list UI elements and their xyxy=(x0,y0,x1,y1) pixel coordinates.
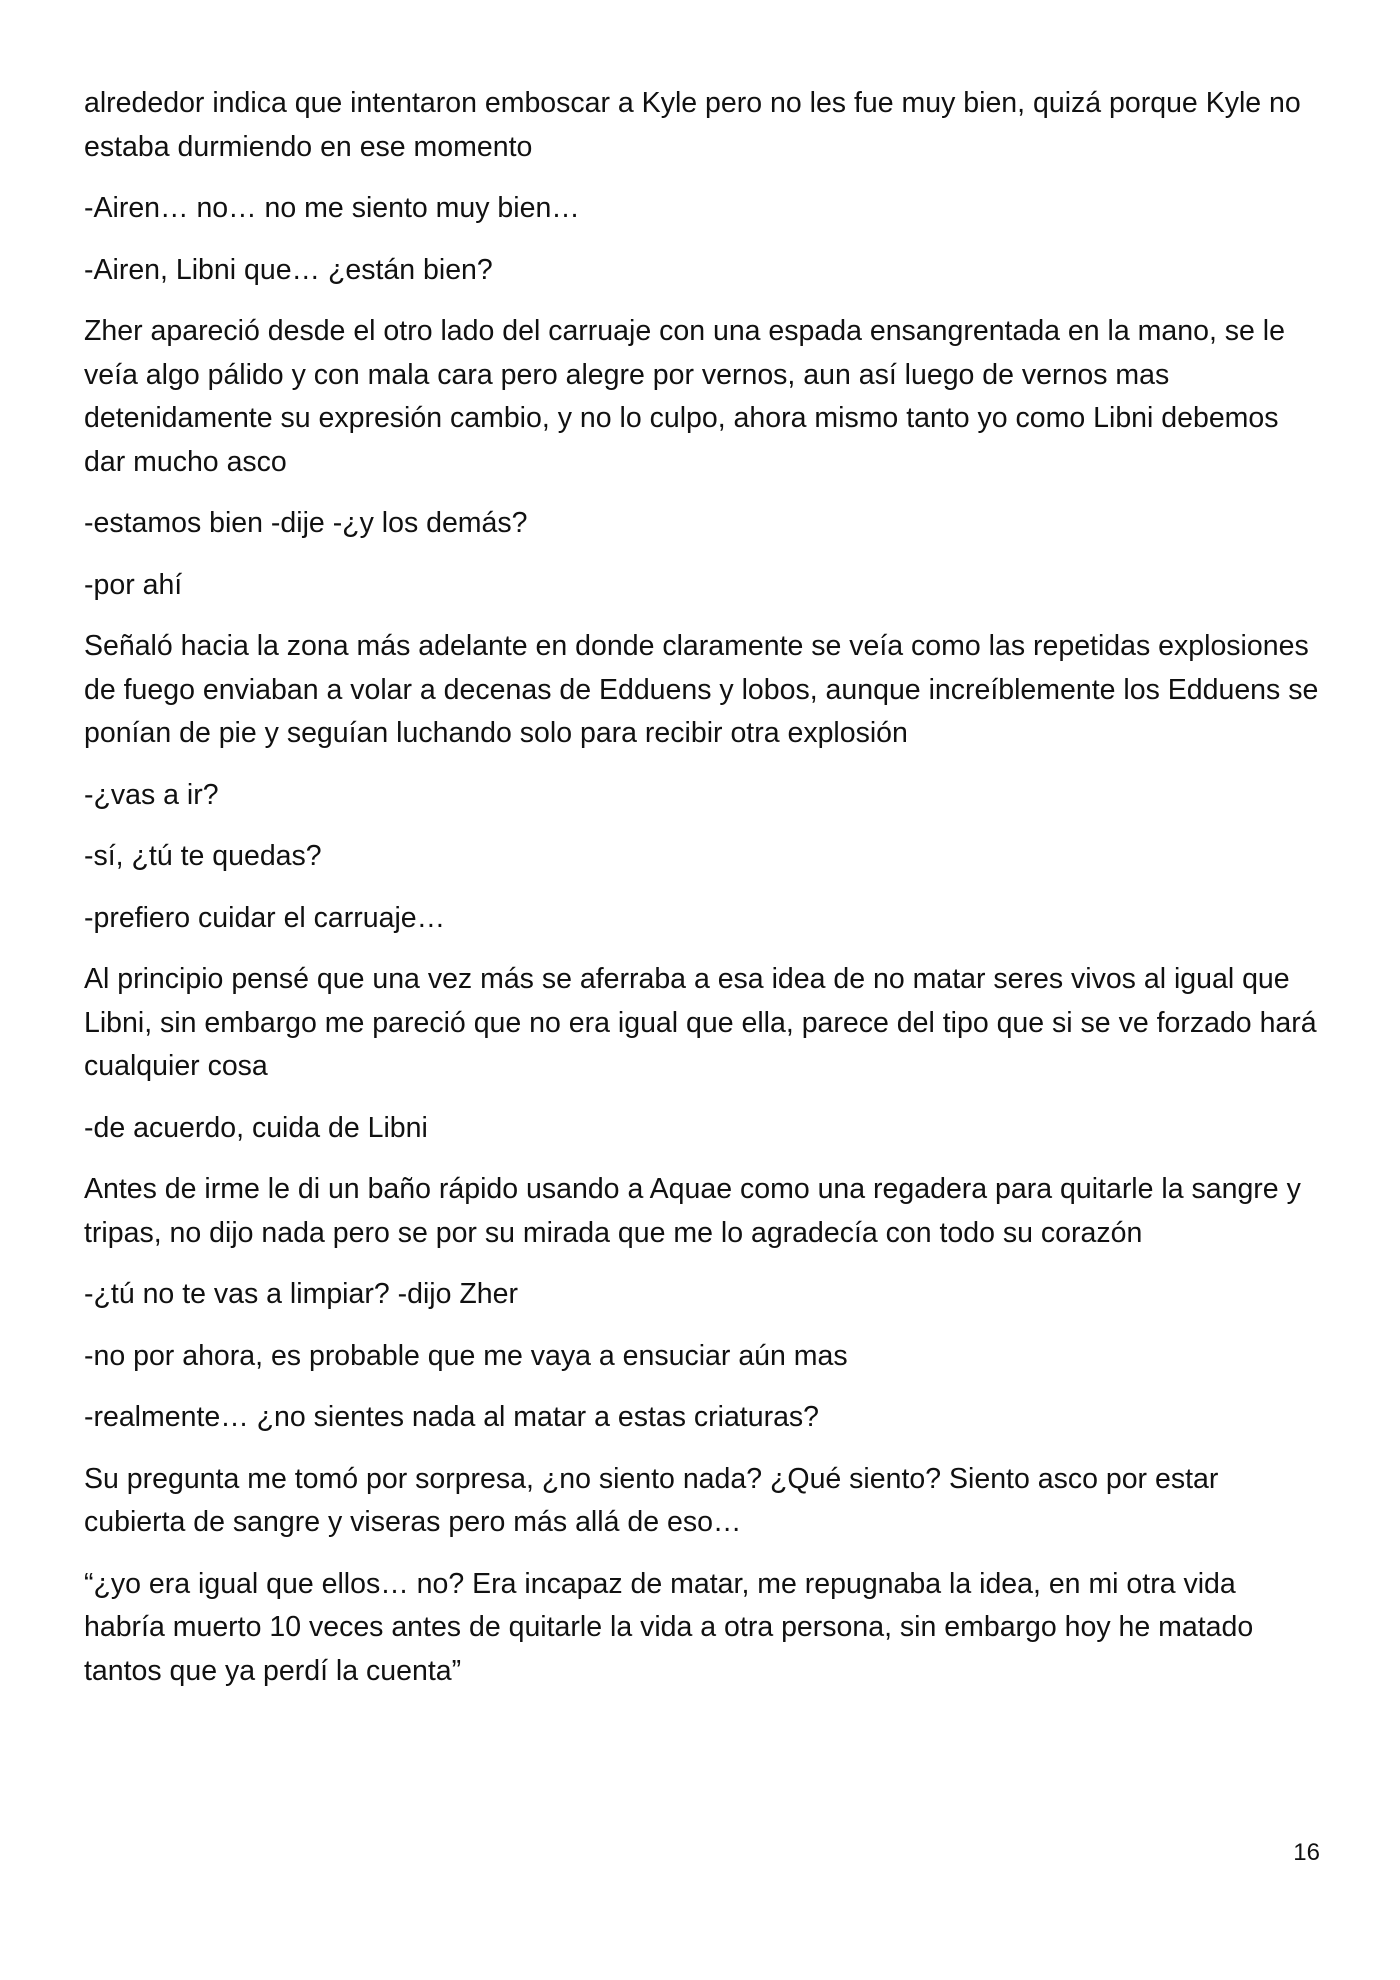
paragraph: Antes de irme le di un baño rápido usando a Aquae como una regadera para quitarle la sangre y tripas, no dijo nada pero se por su mirada que me lo agradecía con todo su corazón xyxy=(84,1173,1301,1249)
paragraph: -Airen, Libni que… ¿están bien? xyxy=(84,253,493,286)
paragraph: -Airen… no… no me siento muy bien… xyxy=(84,192,580,224)
paragraph: -¿tú no te vas a limpiar? -dijo Zher xyxy=(84,1278,518,1310)
paragraph: -¿vas a ir? xyxy=(84,778,219,811)
paragraph: “¿yo era igual que ellos… no? Era incapaz de matar, me repugnaba la idea, en mi otra vida habría muerto 10 veces antes de quitarle la vida a otra persona, sin embargo hoy he matado tantos que ya perdí la cuenta” xyxy=(84,1567,1254,1687)
paragraph: -de acuerdo, cuida de Libni xyxy=(84,1111,428,1144)
paragraph: -estamos bien -dije -¿y los demás? xyxy=(84,507,528,539)
paragraph: Su pregunta me tomó por sorpresa, ¿no siento nada? ¿Qué siento? Siento asco por estar cubierta de sangre y viseras pero más allá de eso… xyxy=(84,1462,1219,1538)
page-body xyxy=(84,82,1324,1711)
page-number: 16 xyxy=(1293,1839,1320,1866)
paragraph: Señaló hacia la zona más adelante en donde claramente se veía como las repetidas explosiones de fuego enviaban a volar a decenas de Edduens y lobos, aunque increíblemente los Edduens se ponían de pie y seguían luchando solo para recibir otra explosión xyxy=(84,630,1319,749)
paragraph: -realmente… ¿no sientes nada al matar a estas criaturas? xyxy=(84,1401,820,1433)
paragraph: -sí, ¿tú te quedas? xyxy=(84,840,322,872)
paragraph: Zher apareció desde el otro lado del carruaje con una espada ensangrentada en la mano, se le veía algo pálido y con mala cara pero alegre por vernos, aun así luego de vernos mas detenidamente su expresión cambio, y no lo culpo, ahora mismo tanto yo como Libni debemos dar mucho asco xyxy=(84,315,1285,478)
paragraph: Al principio pensé que una vez más se aferraba a esa idea de no matar seres vivos al igual que Libni, sin embargo me pareció que no era igual que ella, parece del tipo que si se ve forzado hará cualquier cosa xyxy=(84,963,1317,1082)
paragraph: alrededor indica que intentaron emboscar a Kyle pero no les fue muy bien, quizá porque Kyle no estaba durmiendo en ese momento xyxy=(84,87,1301,163)
paragraph: -prefiero cuidar el carruaje… xyxy=(84,901,446,934)
paragraph: -por ahí xyxy=(84,568,183,601)
paragraph: -no por ahora, es probable que me vaya a ensuciar aún mas xyxy=(84,1339,848,1372)
